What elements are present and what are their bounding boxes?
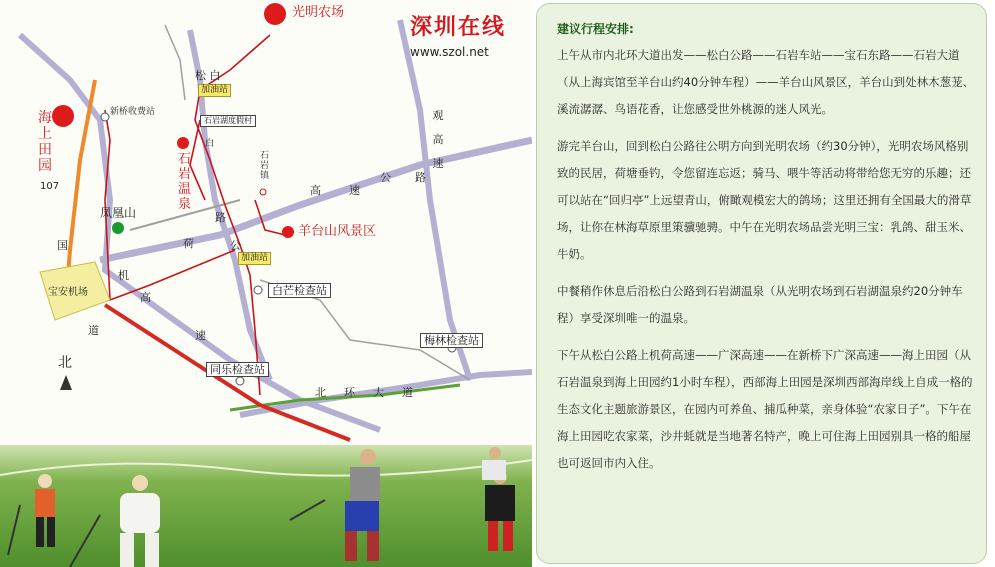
guoji-road-char: 道	[88, 324, 99, 337]
airport-label: 宝安机场	[48, 287, 88, 298]
itinerary-paragraph-lunch: 中餐稍作休息后沿松白公路到石岩湖温泉（从光明农场到石岩湖温泉约20分钟车程）享受深圳唯一的温泉。	[557, 284, 963, 325]
road-thin-3	[165, 25, 185, 100]
road-songbai	[190, 30, 270, 380]
jihe-expressway-label: 高速	[310, 184, 388, 197]
guanhu-road-label: 观 高 速	[432, 109, 444, 171]
shiyan-town-marker	[260, 189, 266, 195]
jihe-char-west: 机	[118, 269, 129, 282]
grass-slope-photo	[0, 445, 532, 567]
yangtaishan-dot	[282, 226, 294, 238]
itinerary-paragraph-farm: 游完羊台山，回到松白公路往公明方向到光明农场（约30分钟），光明农场风格别致的民居，荷塘垂钓，令您留连忘返；骑马、喂牛等活动将带给您无穷的乐趣；还可以站在“回归亭”上远望青山，俯瞰观模宏大的鸽场；这里还拥有全国最大的滑草场，让你在林海草原里策骥驰骋。中午在光明农场品尝光明三宝：乳鸽、甜玉米、牛奶。	[557, 139, 972, 261]
itinerary-paragraph-morning: 上午从市内北环大道出发——松白公路——石岩车站——宝石东路——石岩大道（从上海宾馆至羊台山约40分钟车程）——羊台山风景区，羊台山到处林木葱茏、溪流潺潺、鸟语花香，让您感受世外桃源的迷人风光。	[557, 48, 975, 116]
xinqiao-toll-label: 新桥收费站	[110, 107, 156, 117]
songbai-road-char-3: 公	[230, 239, 241, 252]
north-arrow-icon	[60, 375, 72, 390]
skier-4	[485, 470, 515, 551]
gas-station-tag-north: 加油站	[198, 84, 231, 97]
itinerary-paragraph-afternoon: 下午从松白公路上机荷高速——广深高速——在新桥下广深高速——海上田园（从石岩温泉到海上田园约1小时车程），西部海上田园是深圳西部海岸线上自成一格的生态文化主题旅游景区，在园内可养鱼、捕瓜种菜，亲身体验“农家日子”。下午在海上田园吃农家菜，沙井蚝就是当地著名特产，晚上可住海上田园别具一格的船屋也可返回市内入住。	[557, 348, 973, 470]
baishi-checkpoint: 白芒检查站	[268, 283, 331, 298]
songbai-road-char-4: 白	[205, 139, 215, 149]
jihe-road-char: 公	[380, 171, 391, 184]
itinerary-title: 建议行程安排:	[557, 22, 634, 36]
tongle-checkpoint: 同乐检查站	[206, 362, 269, 377]
haishang-label: 海 上 田 园	[38, 110, 52, 175]
guangshen-char-1: 高	[140, 291, 151, 304]
shiyan-spring-dot	[177, 137, 189, 149]
skier-1	[8, 474, 55, 555]
guangming-dot	[264, 3, 286, 25]
yangtaishan-label: 羊台山风景区	[298, 224, 377, 239]
guoji-road-char-2: 国	[57, 239, 68, 252]
jihe-road-char-2: 路	[415, 171, 426, 184]
road-jihe-expressway	[100, 140, 532, 260]
fenghuangshan-dot	[112, 222, 124, 234]
resort-label: 石岩湖度假村	[200, 115, 256, 127]
beihuan-road-label: 北环大道	[315, 386, 431, 399]
road-guanhu	[400, 20, 470, 380]
skier-2	[70, 475, 160, 567]
jihe-char-mid: 荷	[183, 237, 194, 250]
skier-3	[290, 449, 380, 561]
songbai-road-char-5: 路	[215, 211, 226, 224]
itinerary-panel	[536, 3, 987, 564]
itinerary-body	[557, 42, 975, 487]
site-logo: 深圳在线	[410, 14, 507, 40]
shiyan-spring-label: 石 岩 温 泉	[178, 152, 192, 212]
road-107-label: 107	[40, 181, 60, 192]
haishang-dot	[52, 105, 74, 127]
meilin-checkpoint: 梅林检查站	[420, 333, 483, 348]
guangshen-char-2: 速	[195, 329, 206, 342]
tongle-marker	[236, 377, 244, 385]
site-url: www.szol.net	[410, 45, 489, 59]
north-label: 北	[58, 355, 72, 371]
baishi-marker	[254, 286, 262, 294]
shiyan-town-label: 石 岩 镇	[260, 151, 270, 181]
road-107	[68, 80, 95, 275]
skiers-illustration	[0, 445, 532, 567]
guangming-label: 光明农场	[292, 5, 345, 20]
xinqiao-marker	[101, 113, 109, 121]
fenghuangshan-label: 凤凰山	[100, 206, 137, 220]
skier-5	[482, 447, 506, 480]
songbai-road-label: 松 白	[195, 69, 221, 82]
gas-station-tag-south: 加油站	[238, 252, 271, 265]
